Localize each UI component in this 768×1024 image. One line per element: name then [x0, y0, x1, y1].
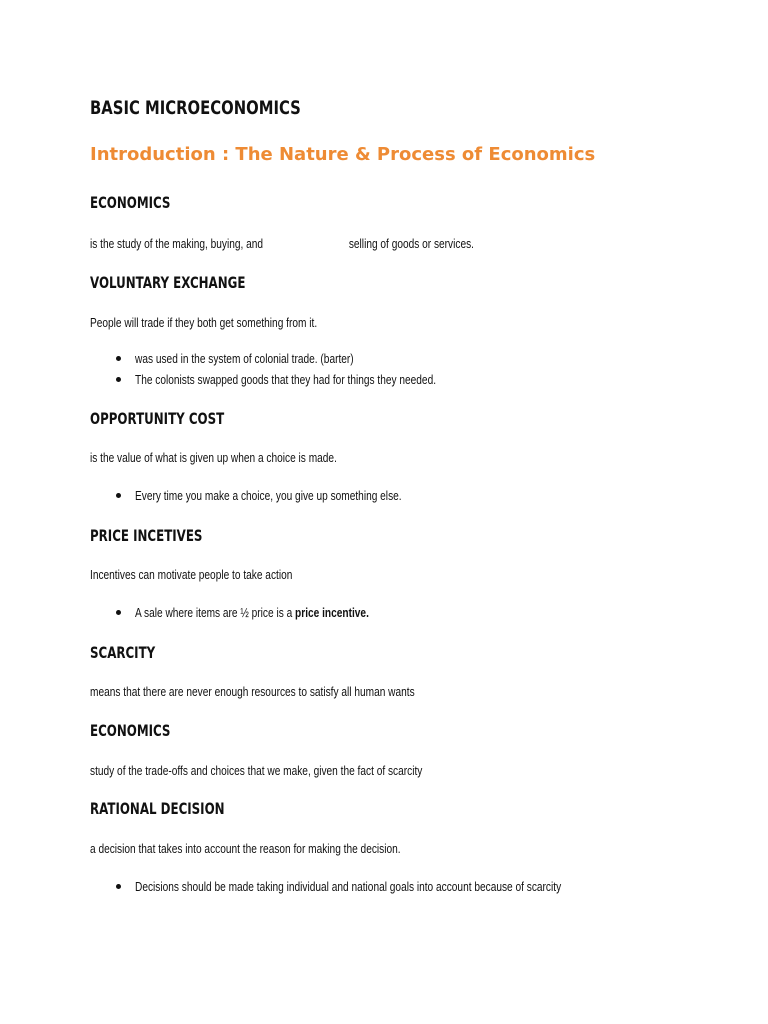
price-incentive-bold: price incentive.	[295, 605, 369, 620]
list-item: was used in the system of colonial trade. (barter)	[135, 351, 354, 366]
economics-2-text: study of the trade-offs and choices that we make, given the fact of scarcity	[90, 763, 423, 778]
list-item: Decisions should be made taking individual and national goals into account because of scarcity	[135, 879, 562, 894]
economics-definition-part-a: is the study of the making, buying, and	[90, 236, 264, 251]
document-title: BASIC MICROECONOMICS	[90, 97, 301, 119]
bullet-dot	[116, 356, 121, 361]
economics-definition	[90, 236, 474, 251]
bullet-dot	[116, 610, 121, 615]
section-heading-price-incentives: PRICE INCETIVES	[90, 526, 203, 545]
opportunity-cost-text: is the value of what is given up when a choice is made.	[90, 450, 337, 465]
price-incentive-prefix: A sale where items are ½ price is a	[135, 605, 296, 620]
section-heading-economics-2: ECONOMICS	[90, 721, 171, 740]
section-heading-rational-decision: RATIONAL DECISION	[90, 799, 225, 818]
list-item: Every time you make a choice, you give up something else.	[135, 488, 402, 503]
price-incentives-text: Incentives can motivate people to take action	[90, 567, 293, 582]
bullet-dot	[116, 493, 121, 498]
voluntary-exchange-text: People will trade if they both get something from it.	[90, 315, 318, 330]
list-item: The colonists swapped goods that they had for things they needed.	[135, 372, 437, 387]
section-heading-economics: ECONOMICS	[90, 193, 171, 212]
economics-definition-part-b: selling of goods or services.	[348, 236, 474, 251]
rational-decision-text: a decision that takes into account the reason for making the decision.	[90, 841, 401, 856]
section-heading-scarcity: SCARCITY	[90, 643, 156, 662]
list-item	[135, 605, 369, 620]
section-heading-opportunity-cost: OPPORTUNITY COST	[90, 409, 225, 428]
scarcity-text: means that there are never enough resources to satisfy all human wants	[90, 684, 415, 699]
bullet-dot	[116, 884, 121, 889]
document-subtitle: Introduction : The Nature & Process of Economics	[90, 144, 596, 165]
bullet-dot	[116, 377, 121, 382]
section-heading-voluntary-exchange: VOLUNTARY EXCHANGE	[90, 273, 246, 292]
